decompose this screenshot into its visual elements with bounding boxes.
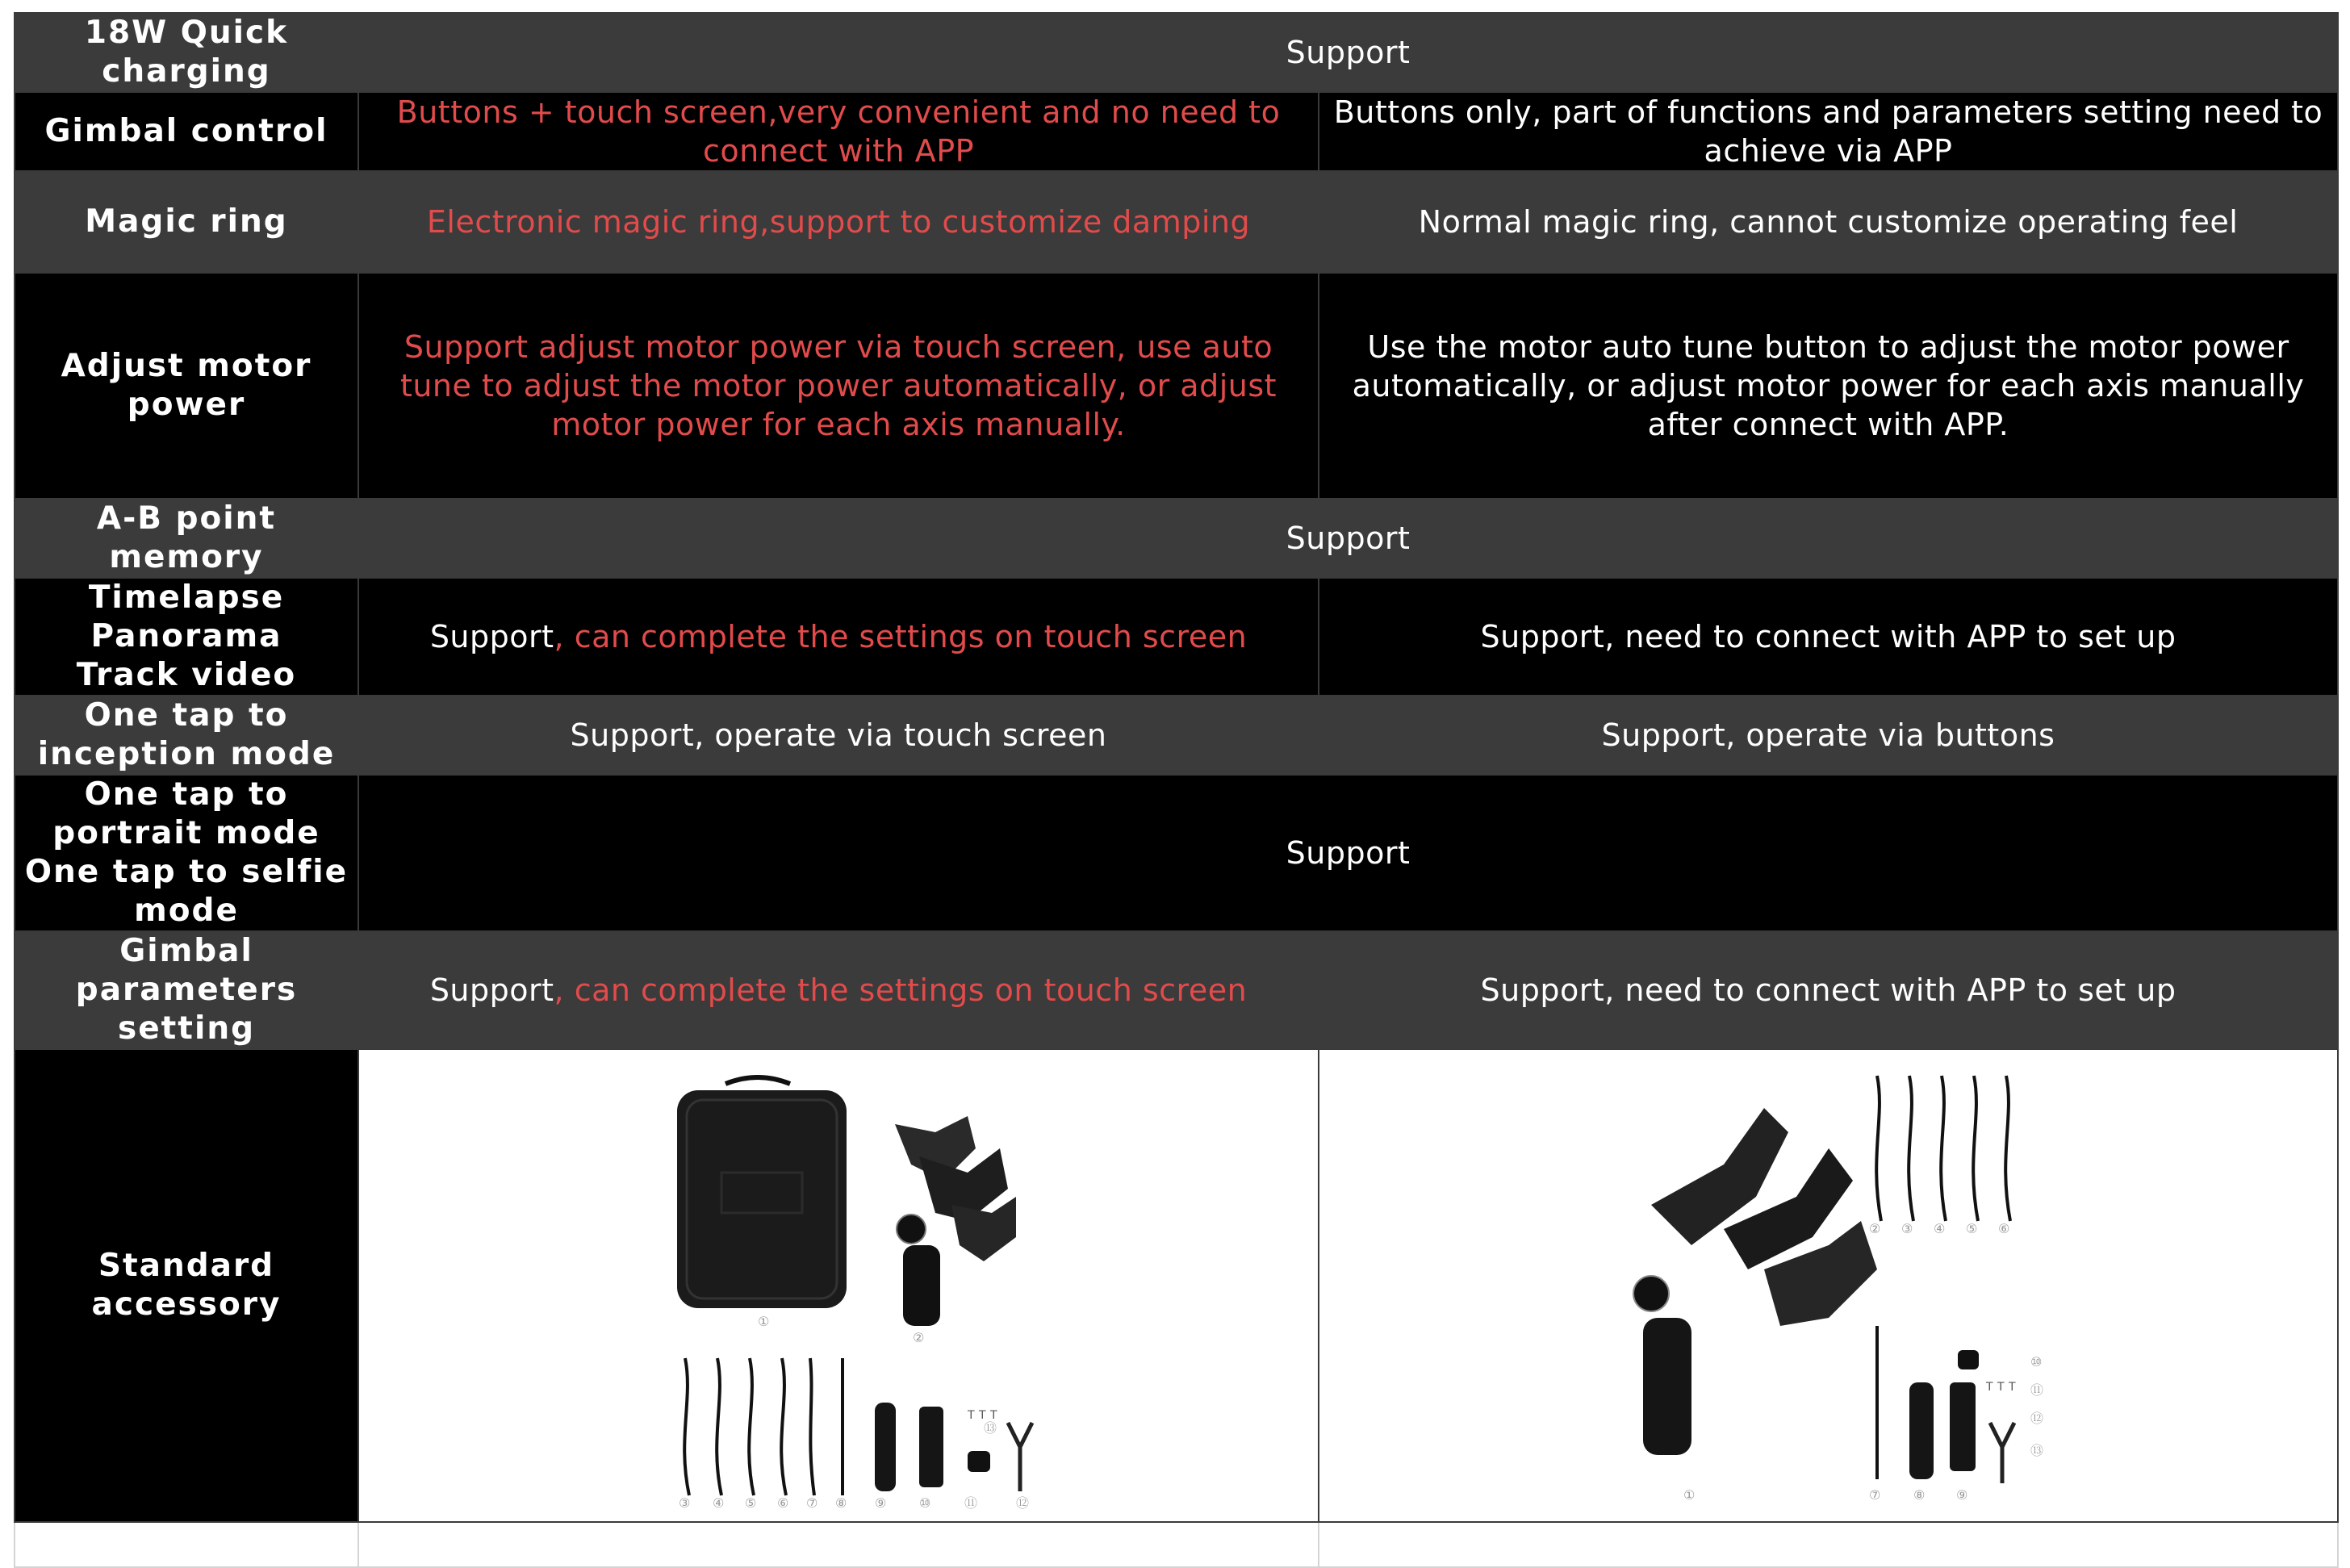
left-value: Buttons + touch screen,very convenient and no need to connect with APP [358, 92, 1319, 171]
table-row [15, 171, 2338, 273]
left-value: Support, operate via touch screen [358, 696, 1319, 775]
accessory-kit-left-illustration [629, 1060, 1048, 1512]
accessory-number: ④ [713, 1495, 725, 1511]
table-row-empty [15, 1522, 2338, 1567]
left-value: Electronic magic ring,support to customize damping [358, 171, 1319, 273]
left-value [358, 931, 1319, 1049]
feature-label: A-B point memory [15, 499, 358, 578]
feature-label [15, 578, 358, 696]
accessory-number: ⑨ [875, 1495, 887, 1511]
svg-text:T T T: T T T [1985, 1381, 2016, 1394]
accessory-number: ⑤ [1965, 1221, 1978, 1236]
accessory-number: ⑫ [1016, 1495, 1030, 1511]
accessory-cables-image [684, 1358, 843, 1495]
merged-value: Support [358, 775, 2338, 931]
feature-label: 18W Quick charging [15, 13, 358, 92]
right-value: Buttons only, part of functions and parameters setting need to achieve via APP [1319, 92, 2338, 171]
accessory-number: ⑨ [1955, 1487, 1968, 1503]
feature-line: One tap to selfie mode [24, 854, 349, 929]
accessory-number: ⑧ [835, 1495, 847, 1511]
right-value: Normal magic ring, cannot customize operating feel [1319, 171, 2338, 273]
table-row [15, 13, 2338, 92]
feature-label: Adjust motor power [15, 273, 358, 499]
value-prefix: Support [429, 619, 554, 654]
table-row [15, 1049, 2338, 1522]
accessory-number: ⑬ [2030, 1443, 2044, 1458]
svg-text:T T T: T T T [968, 1409, 998, 1422]
feature-label: Gimbal control [15, 92, 358, 171]
table-row [15, 578, 2338, 696]
accessory-number: ⑧ [1913, 1487, 1926, 1503]
right-value: Support, need to connect with APP to set up [1319, 931, 2338, 1049]
right-value: Support, need to connect with APP to set up [1319, 578, 2338, 696]
accessory-parts-image [875, 1403, 1032, 1491]
table-row [15, 273, 2338, 499]
table-row [15, 931, 2338, 1049]
left-value: Support adjust motor power via touch screen, use auto tune to adjust the motor power automatically, or adjust motor power for each axis manually. [358, 273, 1319, 499]
feature-label: Magic ring [15, 171, 358, 273]
accessory-kit-right-illustration [1603, 1060, 2055, 1512]
empty-cell [1319, 1522, 2338, 1567]
accessory-number: ⑪ [2030, 1382, 2044, 1398]
feature-line: Track video [76, 657, 297, 693]
feature-line: One tap to portrait mode [52, 776, 320, 851]
right-value: Use the motor auto tune button to adjust the motor power automatically, or adjust motor power for each axis manually after connect with APP. [1319, 273, 2338, 499]
merged-value: Support [358, 13, 2338, 92]
accessory-number: ⑫ [2030, 1411, 2044, 1426]
accessory-number: ① [1683, 1487, 1696, 1503]
table-row [15, 775, 2338, 931]
merged-value: Support [358, 499, 2338, 578]
empty-cell [15, 1522, 358, 1567]
accessory-number: ⑩ [2030, 1354, 2043, 1369]
accessory-number: ⑬ [984, 1420, 997, 1436]
right-value: Support, operate via buttons [1319, 696, 2338, 775]
gimbal-image [1633, 1108, 1877, 1455]
left-value [358, 578, 1319, 696]
table-row [15, 92, 2338, 171]
accessory-number: ④ [1933, 1221, 1946, 1236]
gimbal-image [895, 1116, 1016, 1326]
accessory-number: ⑥ [777, 1495, 789, 1511]
accessory-image-right [1319, 1049, 2338, 1522]
accessory-number: ⑤ [745, 1495, 757, 1511]
accessory-image-left [358, 1049, 1319, 1522]
accessory-number: ⑪ [964, 1495, 978, 1511]
accessory-number: ⑥ [1997, 1221, 2010, 1236]
accessory-parts-image [1909, 1350, 2016, 1483]
comparison-table [14, 12, 2339, 1568]
feature-label [15, 775, 358, 931]
value-highlight: , can complete the settings on touch screen [554, 972, 1248, 1008]
feature-label: Gimbal parameters setting [15, 931, 358, 1049]
carry-case-image [677, 1077, 847, 1308]
feature-label: Standard accessory [15, 1049, 358, 1522]
feature-line: Timelapse [88, 579, 285, 616]
feature-label: One tap to inception mode [15, 696, 358, 775]
accessory-number: ③ [679, 1495, 691, 1511]
accessory-number: ⑦ [806, 1495, 818, 1511]
empty-cell [358, 1522, 1319, 1567]
accessory-number: ② [1868, 1221, 1881, 1236]
value-highlight: , can complete the settings on touch screen [554, 619, 1248, 654]
accessory-number: ① [758, 1314, 770, 1329]
accessory-number: ② [913, 1330, 925, 1345]
accessory-cables-image [1876, 1076, 2010, 1479]
table-row [15, 499, 2338, 578]
value-prefix: Support [429, 972, 554, 1008]
accessory-number: ⑦ [1868, 1487, 1881, 1503]
accessory-number: ⑩ [919, 1495, 931, 1511]
feature-line: Panorama [90, 618, 282, 654]
accessory-number: ③ [1900, 1221, 1913, 1236]
table-row [15, 696, 2338, 775]
